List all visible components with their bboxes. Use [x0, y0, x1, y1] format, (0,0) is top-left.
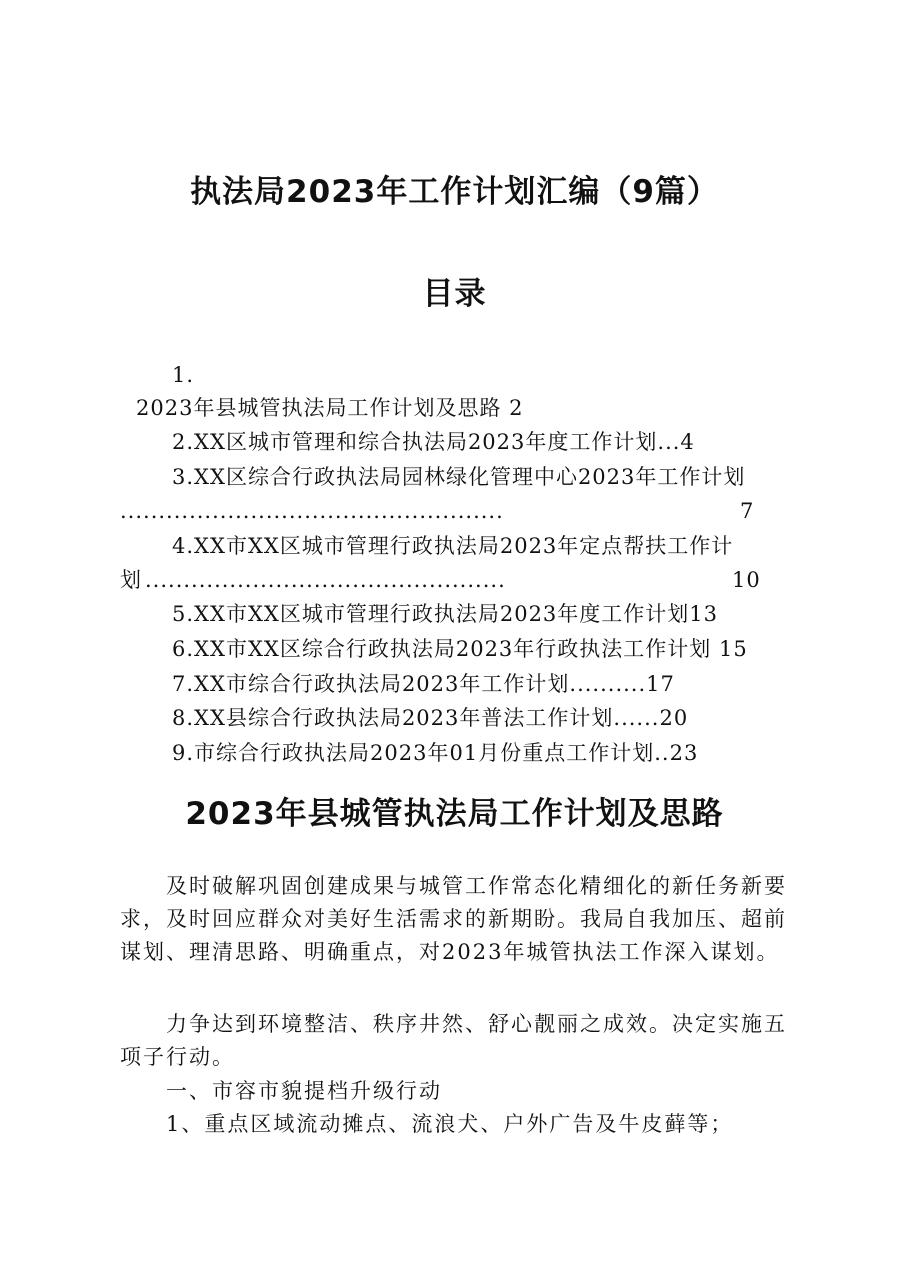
toc-entry-4[interactable]	[172, 533, 733, 559]
toc-entry-title: 市综合行政执法局2023年01月份重点工作计划	[194, 741, 655, 765]
body-paragraph: 力争达到环境整洁、秩序井然、舒心靓丽之成效。决定实施五项子行动。	[120, 1012, 787, 1069]
toc-leader-dots: ......	[613, 706, 660, 730]
toc-entry-page: 7	[740, 499, 755, 523]
toc-entry-7[interactable]	[172, 671, 675, 697]
toc-entry-number: 8.	[172, 706, 195, 730]
toc-entry-page: 15	[718, 637, 748, 661]
body-paragraph: 及时破解巩固创建成果与城管工作常态化精细化的新任务新要求，及时回应群众对美好生活需求的新期盼。我局自我加压、超前谋划、理清思路、明确重点，对2023年城管执法工作深入谋划。	[120, 874, 787, 964]
body-paragraph: 一、市容市貌提档升级行动	[120, 1079, 442, 1103]
toc-entry-number: 9.	[172, 741, 195, 765]
toc-entry-title: XX市综合行政执法局2023年工作计划	[194, 672, 570, 696]
toc-entry-title: XX区城市管理和综合执法局2023年度工作计划	[194, 430, 658, 454]
body-paragraph: 1、重点区域流动摊点、流浪犬、户外广告及牛皮藓等；	[120, 1112, 734, 1136]
toc-entry-title: XX县综合行政执法局2023年普法工作计划	[194, 706, 614, 730]
toc-entry-number: 7.	[172, 672, 195, 696]
toc-entry-number: 5.	[172, 602, 195, 626]
toc-entry-number: 3.	[172, 465, 195, 489]
toc-entry-number: 4.	[172, 534, 195, 558]
toc-entry-page: 17	[646, 672, 675, 696]
toc-entry-8[interactable]	[172, 705, 688, 731]
toc-leader-dots: ...	[657, 430, 681, 454]
toc-entry-title: XX区综合行政执法局园林绿化管理中心2023年工作计划	[194, 465, 746, 489]
toc-entry-3[interactable]	[172, 464, 745, 490]
toc-entry-page: 4	[680, 430, 695, 454]
toc-entry-title: XX市XX区综合行政执法局2023年行政执法工作计划	[194, 637, 712, 661]
toc-entry-1[interactable]	[136, 395, 524, 421]
toc-leader-dots: ...............................................	[145, 568, 506, 592]
toc-entry-title: XX市XX区城市管理行政执法局2023年度工作计划	[194, 602, 690, 626]
toc-entry-page: 10	[732, 568, 761, 592]
toc-entry-number: 6.	[172, 637, 195, 661]
toc-heading: 目录	[422, 276, 487, 312]
toc-entry-6[interactable]	[172, 636, 748, 662]
toc-entry-1-number[interactable]: 1.	[172, 363, 195, 387]
toc-entry-page: 13	[689, 602, 719, 626]
toc-entry-5[interactable]	[172, 601, 718, 627]
toc-leader-dots: ..................................................	[120, 499, 504, 523]
toc-entry-page: 23	[669, 741, 699, 765]
toc-entry-page: 20	[659, 706, 689, 730]
toc-entry-page: 2	[509, 396, 524, 420]
toc-entry-number: 2.	[172, 430, 195, 454]
toc-leader-dots: ..	[654, 741, 670, 765]
toc-entry-title-continued: 划	[120, 568, 142, 592]
toc-leader-dots: ..........	[569, 672, 647, 696]
toc-entry-2[interactable]	[172, 429, 695, 455]
section-title: 2023年县城管执法局工作计划及思路	[185, 796, 724, 832]
toc-entry-title: 2023年县城管执法局工作计划及思路	[136, 396, 502, 420]
toc-entry-title: XX市XX区城市管理行政执法局2023年定点帮扶工作计	[194, 534, 734, 558]
document-title: 执法局2023年工作计划汇编（9篇）	[190, 174, 719, 210]
toc-entry-9[interactable]	[172, 740, 698, 766]
